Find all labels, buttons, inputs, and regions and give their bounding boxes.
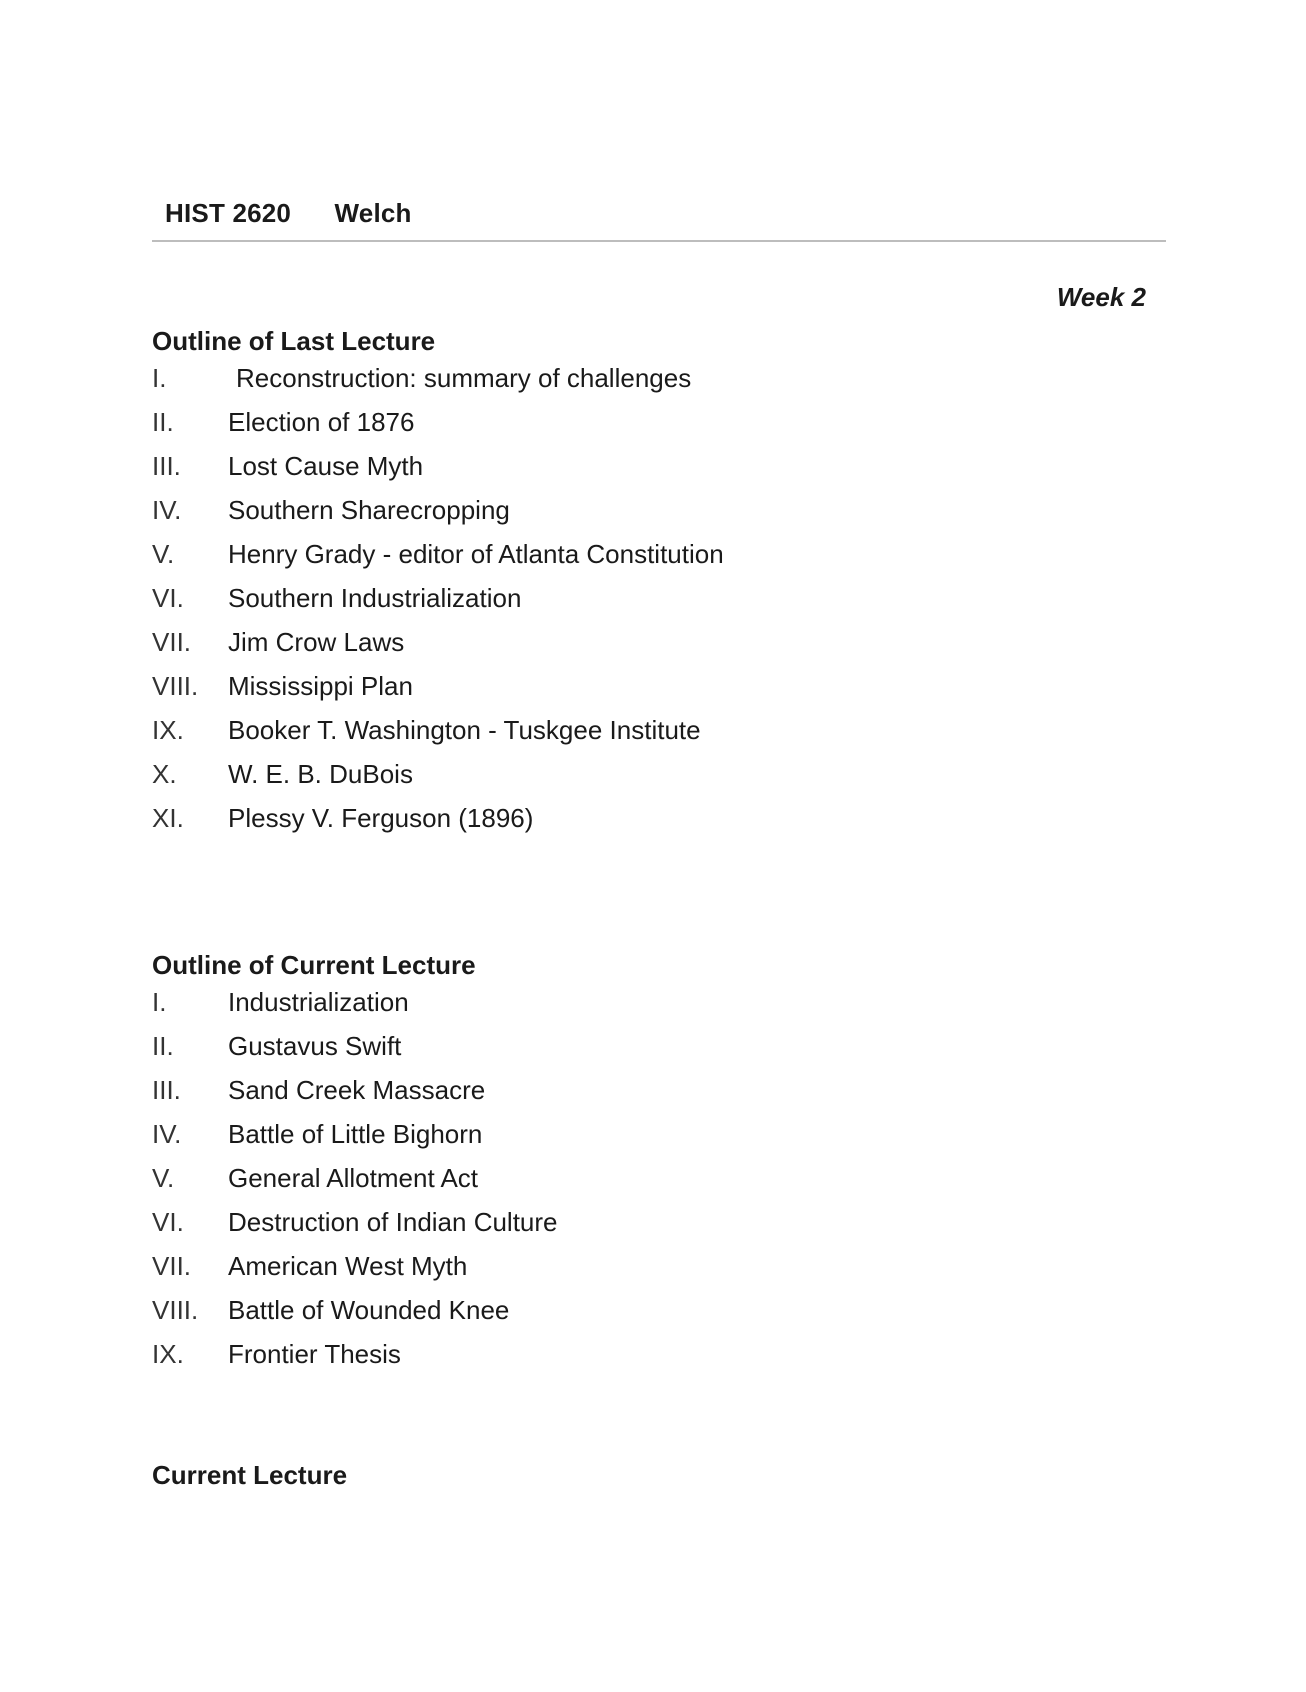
item-text: Destruction of Indian Culture (228, 1207, 558, 1237)
item-number: XI. (152, 803, 184, 833)
list-item (152, 407, 724, 451)
item-number: V. (152, 539, 175, 569)
item-number: X. (152, 759, 177, 789)
list-item (152, 1031, 558, 1075)
item-number: VI. (152, 1207, 184, 1237)
last-lecture-heading: Outline of Last Lecture (152, 326, 436, 356)
item-text: Booker T. Washington - Tuskgee Institute (228, 715, 701, 745)
item-text: Jim Crow Laws (228, 627, 405, 657)
item-number: IV. (152, 1119, 182, 1149)
list-item (152, 803, 724, 847)
item-text: American West Myth (228, 1251, 468, 1281)
item-text: Election of 1876 (228, 407, 415, 437)
list-item (152, 539, 724, 583)
list-item (152, 759, 724, 803)
item-number: VI. (152, 583, 184, 613)
instructor-name: Welch (334, 198, 412, 228)
last-lecture-outline (152, 363, 724, 847)
item-text: Plessy V. Ferguson (1896) (228, 803, 534, 833)
item-text: General Allotment Act (228, 1163, 479, 1193)
item-text: Mississippi Plan (228, 671, 413, 701)
list-item (152, 1207, 558, 1251)
list-item (152, 1251, 558, 1295)
item-number: III. (152, 1075, 181, 1105)
list-item (152, 1163, 558, 1207)
item-number: VIII. (152, 671, 199, 701)
list-item (152, 987, 558, 1031)
current-lecture-heading: Current Lecture (152, 1460, 348, 1490)
current-outline-heading: Outline of Current Lecture (152, 950, 476, 980)
list-item (152, 583, 724, 627)
item-number: VII. (152, 1251, 192, 1281)
header-divider (152, 240, 1166, 242)
item-text: Industrialization (228, 987, 409, 1017)
document-header (165, 198, 412, 229)
item-number: IX. (152, 715, 184, 745)
list-item (152, 1075, 558, 1119)
item-number: VII. (152, 627, 192, 657)
list-item (152, 363, 724, 407)
list-item (152, 1119, 558, 1163)
item-number: V. (152, 1163, 175, 1193)
item-text: Lost Cause Myth (228, 451, 424, 481)
current-lecture-outline (152, 987, 558, 1383)
course-code: HIST 2620 (165, 198, 292, 228)
item-text: Battle of Wounded Knee (228, 1295, 510, 1325)
item-number: III. (152, 451, 181, 481)
item-text: Frontier Thesis (228, 1339, 401, 1369)
list-item (152, 451, 724, 495)
item-number: VIII. (152, 1295, 199, 1325)
list-item (152, 715, 724, 759)
week-label: Week 2 (1056, 282, 1146, 312)
item-text: Southern Industrialization (228, 583, 522, 613)
item-number: I. (152, 987, 167, 1017)
item-text: Gustavus Swift (228, 1031, 402, 1061)
item-number: I. (152, 363, 167, 393)
item-text: Sand Creek Massacre (228, 1075, 486, 1105)
item-text: W. E. B. DuBois (228, 759, 413, 789)
item-text: Reconstruction: summary of challenges (236, 363, 692, 393)
list-item (152, 671, 724, 715)
list-item (152, 1295, 558, 1339)
item-text: Southern Sharecropping (228, 495, 510, 525)
list-item (152, 1339, 558, 1383)
item-number: II. (152, 407, 174, 437)
item-number: IX. (152, 1339, 184, 1369)
item-number: IV. (152, 495, 182, 525)
list-item (152, 627, 724, 671)
list-item (152, 495, 724, 539)
item-number: II. (152, 1031, 174, 1061)
item-text: Henry Grady - editor of Atlanta Constitution (228, 539, 724, 569)
item-text: Battle of Little Bighorn (228, 1119, 483, 1149)
